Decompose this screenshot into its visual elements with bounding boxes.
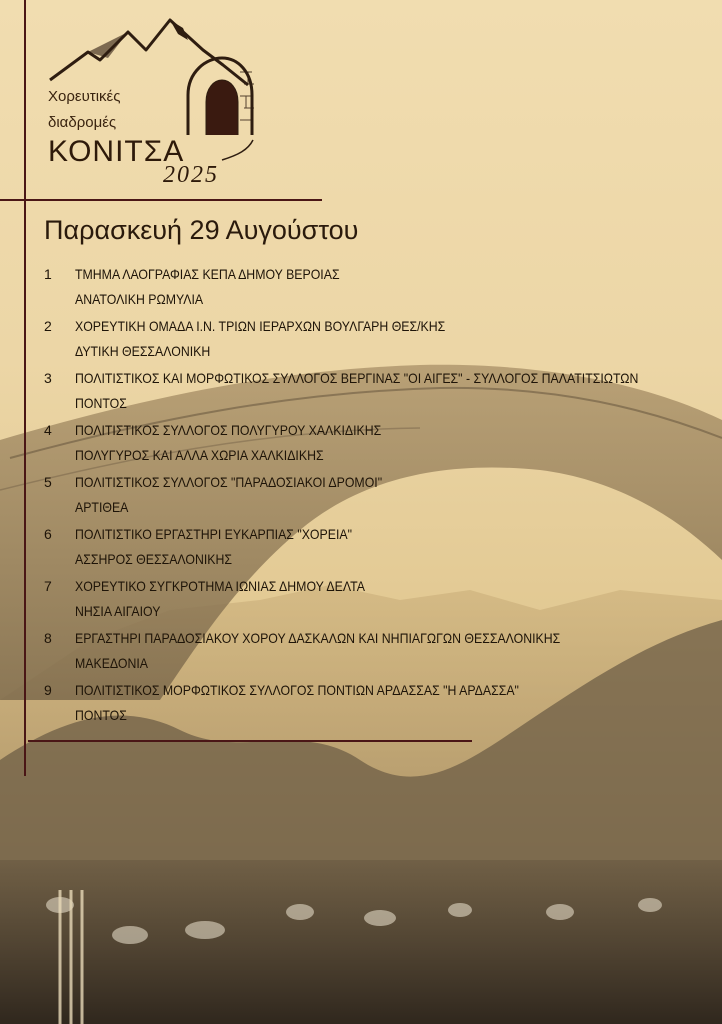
entry-number: 5 bbox=[44, 474, 52, 490]
entry-group-name: ΠΟΛΙΤΙΣΤΙΚΟΣ ΣΥΛΛΟΓΟΣ ΠΟΛΥΓΥΡΟΥ ΧΑΛΚΙΔΙΚΗΣ bbox=[75, 422, 382, 438]
logo-year: 2025 bbox=[163, 162, 219, 188]
program-entry bbox=[44, 262, 714, 314]
entry-region: ΜΑΚΕΔΟΝΙΑ bbox=[75, 655, 149, 671]
entry-group-name: ΤΜΗΜΑ ΛΑΟΓΡΑΦΙΑΣ ΚΕΠΑ ΔΗΜΟΥ ΒΕΡΟΙΑΣ bbox=[75, 266, 340, 282]
entry-number: 2 bbox=[44, 318, 52, 334]
entry-number: 1 bbox=[44, 266, 52, 282]
entry-region: ΠΟΛΥΓΥΡΟΣ ΚΑΙ ΑΛΛΑ ΧΩΡΙΑ ΧΑΛΚΙΔΙΚΗΣ bbox=[75, 447, 324, 463]
program-list bbox=[44, 262, 714, 730]
program-entry bbox=[44, 626, 714, 678]
frame-vertical-line bbox=[24, 0, 26, 776]
logo-tagline-line1: Χορευτικές bbox=[48, 88, 121, 105]
entry-region: ΠΟΝΤΟΣ bbox=[75, 707, 127, 723]
entry-number: 8 bbox=[44, 630, 52, 646]
program-entry bbox=[44, 574, 714, 626]
program-entry bbox=[44, 678, 714, 730]
entry-group-name: ΠΟΛΙΤΙΣΤΙΚΟΣ ΚΑΙ ΜΟΡΦΩΤΙΚΟΣ ΣΥΛΛΟΓΟΣ ΒΕΡΓΙΝΑΣ "ΟΙ ΑΙΓΕΣ" - ΣΥΛΛΟΓΟΣ ΠΑΛΑΤΙΤΣΙΩΤΩΝ bbox=[75, 370, 639, 386]
entry-group-name: ΕΡΓΑΣΤΗΡΙ ΠΑΡΑΔΟΣΙΑΚΟΥ ΧΟΡΟΥ ΔΑΣΚΑΛΩΝ ΚΑΙ ΝΗΠΙΑΓΩΓΩΝ ΘΕΣΣΑΛΟΝΙΚΗΣ bbox=[75, 630, 561, 646]
day-heading: Παρασκευή 29 Αυγούστου bbox=[44, 215, 359, 245]
entry-region: ΝΗΣΙΑ ΑΙΓΑΙΟΥ bbox=[75, 603, 161, 619]
program-entry bbox=[44, 418, 714, 470]
dancers-silhouette bbox=[0, 860, 722, 1024]
festival-logo bbox=[38, 10, 278, 195]
frame-bottom-divider bbox=[28, 740, 472, 742]
entry-number: 6 bbox=[44, 526, 52, 542]
entry-number: 9 bbox=[44, 682, 52, 698]
program-entry bbox=[44, 366, 714, 418]
entry-region: ΠΟΝΤΟΣ bbox=[75, 395, 127, 411]
program-entry bbox=[44, 314, 714, 366]
entry-region: ΑΣΣΗΡΟΣ ΘΕΣΣΑΛΟΝΙΚΗΣ bbox=[75, 551, 233, 567]
entry-number: 3 bbox=[44, 370, 52, 386]
entry-region: ΑΡΤΙΘΕΑ bbox=[75, 499, 129, 515]
entry-region: ΔΥΤΙΚΗ ΘΕΣΣΑΛΟΝΙΚΗ bbox=[75, 343, 211, 359]
logo-tagline-line2: διαδρομές bbox=[48, 114, 117, 131]
entry-group-name: ΠΟΛΙΤΙΣΤΙΚΟ ΕΡΓΑΣΤΗΡΙ ΕΥΚΑΡΠΙΑΣ "ΧΟΡΕΙΑ" bbox=[75, 526, 352, 542]
entry-group-name: ΠΟΛΙΤΙΣΤΙΚΟΣ ΣΥΛΛΟΓΟΣ "ΠΑΡΑΔΟΣΙΑΚΟΙ ΔΡΟΜΟΙ" bbox=[75, 474, 383, 490]
program-entry bbox=[44, 522, 714, 574]
entry-group-name: ΧΟΡΕΥΤΙΚΗ ΟΜΑΔΑ Ι.Ν. ΤΡΙΩΝ ΙΕΡΑΡΧΩΝ ΒΟΥΛΓΑΡΗ ΘΕΣ/ΚΗΣ bbox=[75, 318, 446, 334]
entry-number: 7 bbox=[44, 578, 52, 594]
entry-number: 4 bbox=[44, 422, 52, 438]
entry-region: ΑΝΑΤΟΛΙΚΗ ΡΩΜΥΛΙΑ bbox=[75, 291, 204, 307]
program-entry bbox=[44, 470, 714, 522]
frame-top-divider bbox=[0, 199, 322, 201]
entry-group-name: ΠΟΛΙΤΙΣΤΙΚΟΣ ΜΟΡΦΩΤΙΚΟΣ ΣΥΛΛΟΓΟΣ ΠΟΝΤΙΩΝ ΑΡΔΑΣΣΑΣ "Η ΑΡΔΑΣΣΑ" bbox=[75, 682, 519, 698]
entry-group-name: ΧΟΡΕΥΤΙΚΟ ΣΥΓΚΡΟΤΗΜΑ ΙΩΝΙΑΣ ΔΗΜΟΥ ΔΕΛΤΑ bbox=[75, 578, 365, 594]
logo-title: ΚΟΝΙΤΣΑ bbox=[48, 135, 185, 168]
